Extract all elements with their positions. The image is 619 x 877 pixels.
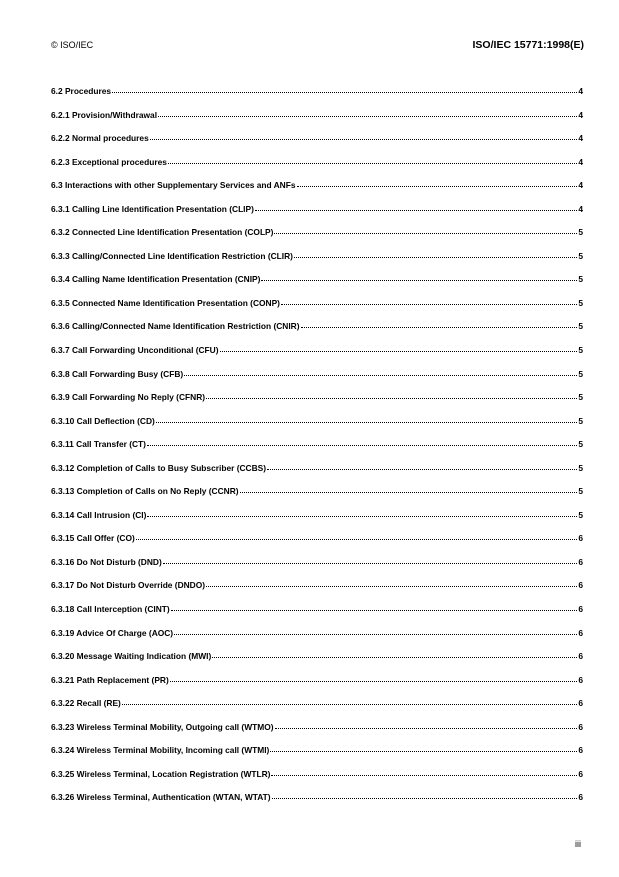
toc-entry-title: 6.2 Procedures <box>51 86 112 96</box>
toc-dot-leader <box>275 728 578 729</box>
toc-entry-title: 6.3.25 Wireless Terminal, Location Registration (WTLR) <box>51 768 271 779</box>
toc-dot-leader <box>261 280 577 281</box>
toc-entry[interactable] <box>51 86 583 110</box>
toc-entry-title: 6.3 Interactions with other Supplementary Services and ANFs <box>51 180 296 191</box>
toc-entry-title: 6.3.22 Recall (RE) <box>51 698 121 709</box>
toc-entry-title: 6.3.16 Do Not Disturb (DND) <box>51 556 162 567</box>
toc-entry[interactable] <box>51 745 583 769</box>
toc-entry-title: 6.3.8 Call Forwarding Busy (CFB) <box>51 368 184 379</box>
toc-entry[interactable] <box>51 557 583 581</box>
toc-entry-title: 6.3.26 Wireless Terminal, Authentication (WTAN, WTAT) <box>51 792 271 803</box>
toc-entry-title: 6.3.17 Do Not Disturb Override (DNDO) <box>51 580 206 591</box>
toc-entry[interactable] <box>51 651 583 675</box>
header-copyright: © ISO/IEC <box>51 40 94 50</box>
toc-entry[interactable] <box>51 486 583 510</box>
toc-dot-leader <box>174 634 577 635</box>
toc-entry-page: 6 <box>578 580 583 591</box>
toc-entry[interactable] <box>51 698 583 722</box>
toc-entry-page: 6 <box>578 604 583 615</box>
toc-dot-leader <box>267 469 577 470</box>
toc-entry-title: 6.3.14 Call Intrusion (CI) <box>51 509 147 520</box>
toc-entry-page: 5 <box>578 227 583 238</box>
toc-dot-leader <box>184 375 577 376</box>
toc-dot-leader <box>136 539 578 540</box>
toc-entry[interactable] <box>51 533 583 557</box>
toc-dot-leader <box>212 657 577 658</box>
toc-entry-page: 6 <box>578 792 583 803</box>
toc-entry-page: 4 <box>578 203 583 214</box>
toc-entry-page: 5 <box>578 486 583 497</box>
toc-entry-title: 6.3.19 Advice Of Charge (AOC) <box>51 627 174 638</box>
toc-entry-title: 6.2.2 Normal procedures <box>51 133 149 144</box>
toc-dot-leader <box>163 563 578 564</box>
toc-entry[interactable] <box>51 604 583 628</box>
toc-entry[interactable] <box>51 133 583 157</box>
toc-entry-page: 5 <box>578 368 583 379</box>
toc-dot-leader <box>271 775 577 776</box>
toc-dot-leader <box>112 92 577 93</box>
toc-dot-leader <box>206 586 577 587</box>
table-of-contents <box>51 86 583 816</box>
toc-dot-leader <box>122 704 578 705</box>
toc-entry-title: 6.3.10 Call Deflection (CD) <box>51 415 155 426</box>
toc-entry-page: 5 <box>578 345 583 356</box>
toc-entry[interactable] <box>51 110 583 134</box>
toc-dot-leader <box>150 139 578 140</box>
document-id: ISO/IEC 15771:1998(E) <box>472 39 584 51</box>
toc-entry-page: 4 <box>578 133 583 144</box>
toc-dot-leader <box>274 233 577 234</box>
toc-entry-title: 6.3.12 Completion of Calls to Busy Subscriber (CCBS) <box>51 462 266 473</box>
toc-entry-page: 5 <box>578 415 583 426</box>
toc-entry[interactable] <box>51 416 583 440</box>
toc-entry-page: 4 <box>578 156 583 167</box>
toc-dot-leader <box>220 351 578 352</box>
toc-entry[interactable] <box>51 369 583 393</box>
toc-entry[interactable] <box>51 227 583 251</box>
toc-entry-page: 6 <box>578 768 583 779</box>
toc-dot-leader <box>240 492 578 493</box>
toc-entry[interactable] <box>51 792 583 816</box>
toc-entry-page: 6 <box>578 556 583 567</box>
toc-entry-page: 4 <box>578 109 583 120</box>
toc-entry-title: 6.3.9 Call Forwarding No Reply (CFNR) <box>51 392 206 403</box>
toc-entry-title: 6.3.3 Calling/Connected Line Identification Restriction (CLIR) <box>51 250 293 261</box>
toc-entry[interactable] <box>51 321 583 345</box>
toc-entry[interactable] <box>51 463 583 487</box>
toc-entry[interactable] <box>51 722 583 746</box>
toc-dot-leader <box>297 186 578 187</box>
toc-entry-page: 5 <box>578 392 583 403</box>
toc-dot-leader <box>294 257 577 258</box>
toc-dot-leader <box>170 681 578 682</box>
toc-entry-page: 6 <box>578 721 583 732</box>
toc-entry-page: 5 <box>578 462 583 473</box>
toc-entry-title: 6.3.1 Calling Line Identification Presentation (CLIP) <box>51 203 254 214</box>
toc-entry-page: 5 <box>578 509 583 520</box>
toc-entry-title: 6.2.1 Provision/Withdrawal <box>51 109 158 120</box>
toc-entry-title: 6.3.24 Wireless Terminal Mobility, Incoming call (WTMI) <box>51 745 270 756</box>
toc-dot-leader <box>158 116 577 117</box>
toc-dot-leader <box>206 398 577 399</box>
toc-dot-leader <box>255 210 577 211</box>
toc-entry[interactable] <box>51 769 583 793</box>
toc-entry-page: 6 <box>578 745 583 756</box>
toc-entry-page: 6 <box>578 651 583 662</box>
toc-dot-leader <box>270 751 577 752</box>
toc-entry[interactable] <box>51 345 583 369</box>
toc-entry-title: 6.3.21 Path Replacement (PR) <box>51 674 169 685</box>
toc-entry[interactable] <box>51 180 583 204</box>
toc-entry-page: 6 <box>578 674 583 685</box>
toc-entry[interactable] <box>51 580 583 604</box>
toc-entry-title: 6.3.7 Call Forwarding Unconditional (CFU) <box>51 345 219 356</box>
toc-entry-title: 6.3.6 Calling/Connected Name Identification Restriction (CNIR) <box>51 321 300 332</box>
toc-entry-title: 6.3.5 Connected Name Identification Presentation (CONP) <box>51 297 280 308</box>
toc-entry[interactable] <box>51 204 583 228</box>
toc-entry[interactable] <box>51 439 583 463</box>
toc-entry[interactable] <box>51 675 583 699</box>
toc-entry-title: 6.2.3 Exceptional procedures <box>51 156 167 167</box>
toc-dot-leader <box>147 445 577 446</box>
toc-entry[interactable] <box>51 251 583 275</box>
toc-entry[interactable] <box>51 298 583 322</box>
toc-entry-title: 6.3.4 Calling Name Identification Presentation (CNIP) <box>51 274 261 285</box>
toc-entry-title: 6.3.15 Call Offer (CO) <box>51 533 135 544</box>
toc-entry-page: 6 <box>578 627 583 638</box>
toc-entry-page: 4 <box>578 86 583 96</box>
page-number: iii <box>575 839 581 849</box>
toc-entry-title: 6.3.23 Wireless Terminal Mobility, Outgoing call (WTMO) <box>51 721 274 732</box>
toc-dot-leader <box>156 422 578 423</box>
toc-entry-page: 5 <box>578 297 583 308</box>
toc-entry[interactable] <box>51 392 583 416</box>
toc-entry-page: 5 <box>578 439 583 450</box>
toc-entry-page: 5 <box>578 250 583 261</box>
toc-entry-page: 5 <box>578 274 583 285</box>
toc-dot-leader <box>171 610 578 611</box>
toc-entry-title: 6.3.13 Completion of Calls on No Reply (CCNR) <box>51 486 239 497</box>
toc-dot-leader <box>281 304 577 305</box>
toc-dot-leader <box>301 327 578 328</box>
toc-entry-title: 6.3.18 Call Interception (CINT) <box>51 604 170 615</box>
toc-entry-page: 6 <box>578 698 583 709</box>
toc-entry[interactable] <box>51 628 583 652</box>
toc-entry[interactable] <box>51 510 583 534</box>
toc-entry[interactable] <box>51 274 583 298</box>
toc-dot-leader <box>168 163 577 164</box>
toc-entry[interactable] <box>51 157 583 181</box>
toc-dot-leader <box>272 798 578 799</box>
toc-dot-leader <box>147 516 577 517</box>
toc-entry-page: 6 <box>578 533 583 544</box>
toc-entry-title: 6.3.11 Call Transfer (CT) <box>51 439 146 450</box>
toc-entry-page: 4 <box>578 180 583 191</box>
toc-entry-title: 6.3.20 Message Waiting Indication (MWI) <box>51 651 212 662</box>
toc-entry-title: 6.3.2 Connected Line Identification Presentation (COLP) <box>51 227 274 238</box>
toc-entry-page: 5 <box>578 321 583 332</box>
